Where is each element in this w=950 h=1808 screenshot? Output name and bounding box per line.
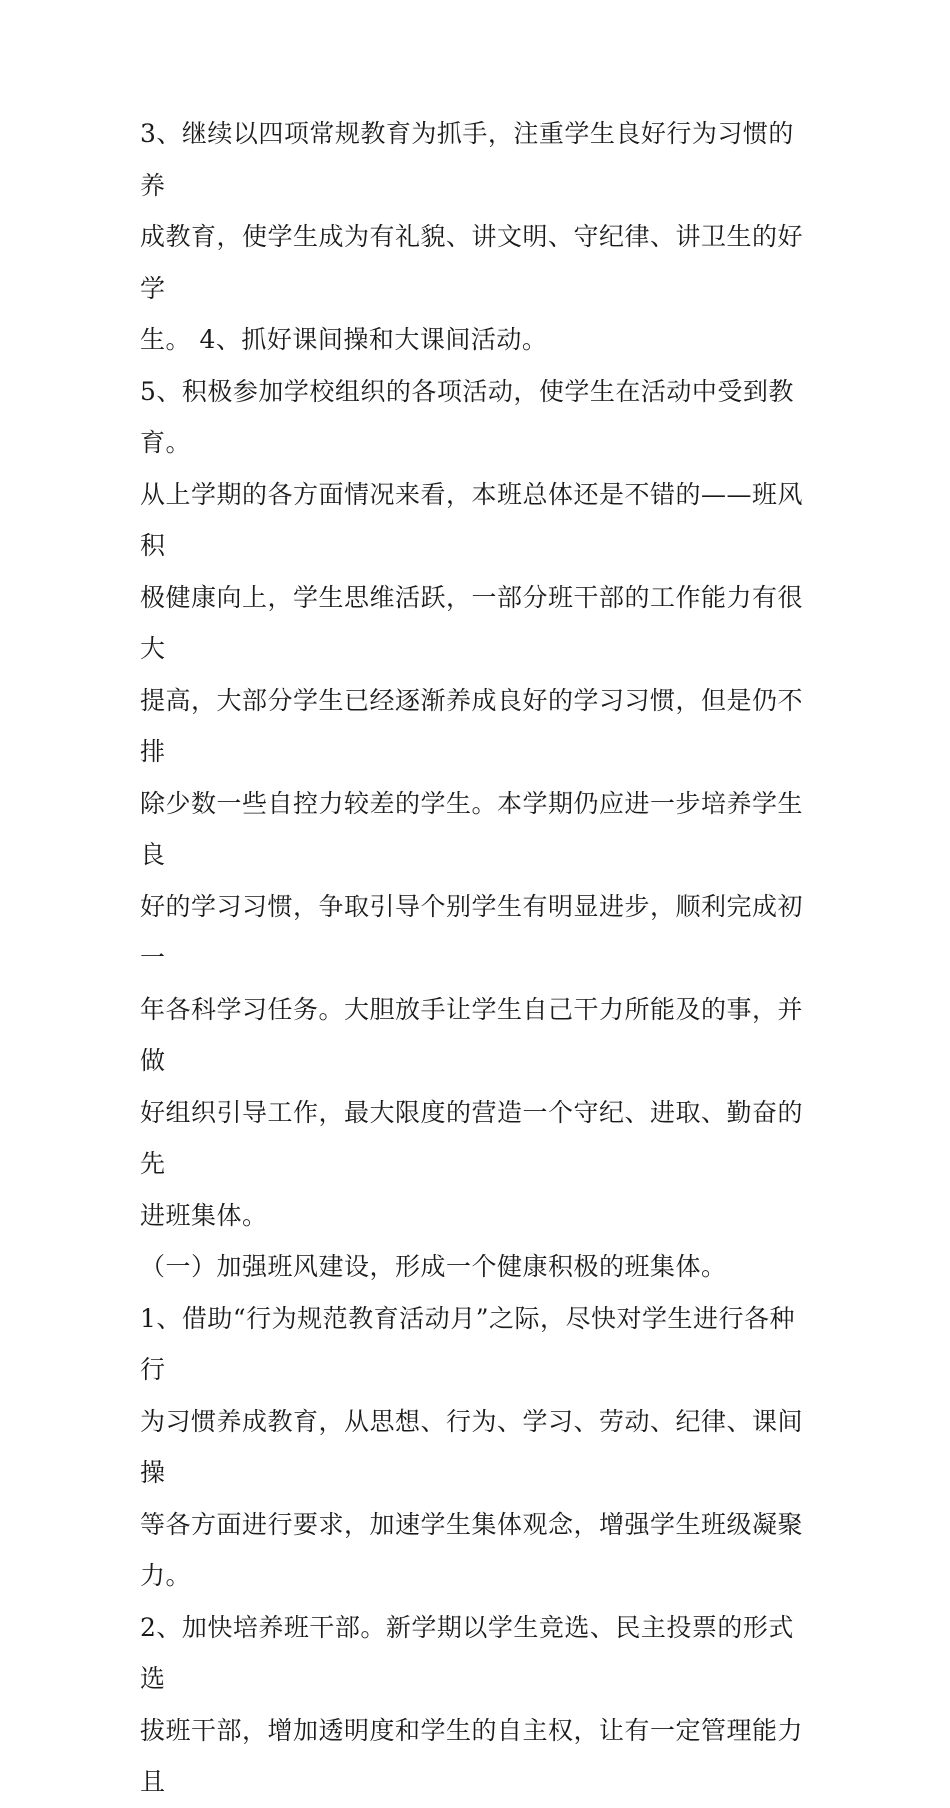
- paragraph-item-3-habits: 3、继续以四项常规教育为抓手，注重学生良好行为习惯的养 成教育，使学生成为有礼貌、讲文明、守纪律、讲卫生的好学 生。 4、抓好课间操和大课间活动。: [140, 119, 804, 354]
- document-body: [140, 108, 815, 1808]
- paragraph-item-1-behavior-month: 1、借助“行为规范教育活动月”之际，尽快对学生进行各种行 为习惯养成教育，从思想、行为、学习、劳动、纪律、课间操 等各方面进行要求，加速学生集体观念，增强学生班级凝聚 力。: [140, 1303, 804, 1590]
- section-heading-class-spirit: （一）加强班风建设，形成一个健康积极的班集体。: [140, 1252, 727, 1281]
- paragraph-item-2-class-cadres: 2、加快培养班干部。新学期以学生竞选、民主投票的形式选 拔班干部，增加透明度和学生的自主权，让有一定管理能力且: [140, 1612, 804, 1796]
- paragraph-class-overview: 从上学期的各方面情况来看，本班总体还是不错的——班风积 极健康向上，学生思维活跃，一部分班干部的工作能力有很大 提高，大部分学生已经逐渐养成良好的学习习惯，但是仍不排 除少数一些自控力较差的学生。本学期仍应进一步培养学生良 好的学习习惯，争取引导个别学生有明显进步，顺利完成初一 年各科学习任务。大胆放手让学生自己干力所能及的事，并做 好组织引导工作，最大限度的营造一个守纪、进取、勤奋的先 进班集体。: [140, 479, 804, 1230]
- paragraph-item-5-activities: 5、积极参加学校组织的各项活动，使学生在活动中受到教 育。: [140, 376, 794, 457]
